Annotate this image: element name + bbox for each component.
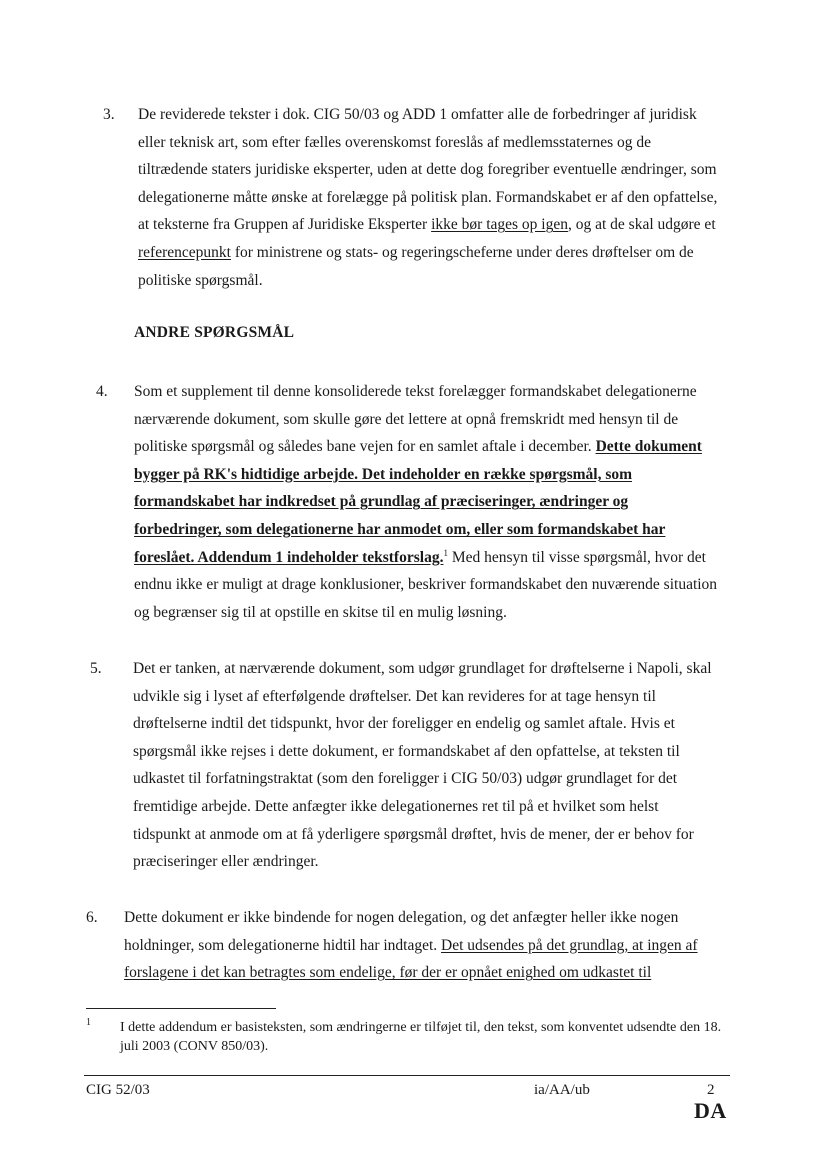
text-segment: eller teknisk art, som efter fælles overenskomst foreslås af medlemsstaternes og de xyxy=(138,133,652,151)
paragraph-number: 5. xyxy=(90,660,102,677)
text-line xyxy=(138,156,717,184)
emphasized-text: Det udsendes på det grundlag, at ingen af xyxy=(441,936,698,954)
text-segment: og begrænser sig til at opstille en skitse til en mulig løsning. xyxy=(134,603,507,621)
text-line xyxy=(138,211,717,239)
text-line xyxy=(134,461,717,489)
text-line xyxy=(133,821,712,849)
text-segment: Det er tanken, at nærværende dokument, som udgør grundlaget for drøftelserne i Napoli, skal xyxy=(133,660,712,677)
emphasized-text: forslagene i det kan betragtes som endelige, før der er opnået enighed om udkastet til xyxy=(124,964,652,982)
paragraph-text xyxy=(124,904,698,987)
text-line xyxy=(133,683,712,711)
emphasized-text: referencepunkt xyxy=(138,243,231,261)
footnote-mark: 1 xyxy=(86,1017,91,1028)
text-line xyxy=(138,239,717,267)
text-line xyxy=(134,488,717,516)
text-line xyxy=(133,710,712,738)
text-segment: udvikle sig i lyset af efterfølgende drøftelser. Det kan revideres for at tage hensyn til xyxy=(133,687,656,705)
text-line xyxy=(134,571,717,599)
text-line xyxy=(134,544,717,572)
text-line xyxy=(138,267,717,295)
footnote-separator xyxy=(86,1008,276,1009)
emphasized-text: forbedringer, som delegationerne har anmodet om, eller som formandskabet har xyxy=(134,520,666,538)
paragraph-number: 4. xyxy=(96,383,108,400)
text-line xyxy=(133,765,712,793)
text-segment: , og at de skal udgøre et xyxy=(567,216,716,234)
emphasized-text: formandskabet har indkredset på grundlag af præciseringer, ændringer og xyxy=(134,493,629,511)
footer-initials: ia/AA/ub xyxy=(534,1082,590,1098)
text-line xyxy=(124,904,698,932)
paragraph-text xyxy=(133,655,712,876)
text-segment: fremtidige arbejde. Dette anfægter ikke delegationernes ret til på et hvilket som helst xyxy=(133,797,659,815)
text-segment: tidspunkt at anmode om at få yderligere spørgsmål drøftet, hvis de mener, der er behov for xyxy=(133,825,694,843)
text-line xyxy=(134,378,717,406)
text-line xyxy=(134,599,717,627)
section-heading: ANDRE SPØRGSMÅL xyxy=(134,324,295,341)
text-segment: for ministrene og stats- og regeringscheferne under deres drøftelser om de xyxy=(230,243,694,261)
text-segment: udkastet til forfatningstraktat (som den foreligger i CIG 50/03) udgør grundlaget for det xyxy=(133,770,678,788)
text-segment: præciseringer eller ændringer. xyxy=(133,853,319,871)
text-segment: Dette dokument er ikke bindende for nogen delegation, og det anfægter heller ikke nogen xyxy=(124,909,679,926)
text-line xyxy=(138,101,717,129)
footnote-reference: 1 xyxy=(443,547,448,558)
text-segment: at teksterne fra Gruppen af Juridiske Eksperter xyxy=(138,216,432,234)
text-segment: Med hensyn til visse spørgsmål, hvor det xyxy=(447,548,706,566)
emphasized-text: ikke bør tages op igen xyxy=(431,216,568,234)
footer-doc-ref: CIG 52/03 xyxy=(86,1082,150,1098)
text-segment: De reviderede tekster i dok. CIG 50/03 og ADD 1 omfatter alle de forbedringer af juridisk xyxy=(138,106,697,123)
text-segment: nærværende dokument, som skulle gøre det lettere at opnå fremskridt med hensyn til de xyxy=(134,410,679,428)
text-line xyxy=(133,848,712,876)
text-line xyxy=(138,184,717,212)
text-segment: politiske spørgsmål og således bane vejen for en samlet aftale i december. xyxy=(134,438,596,456)
text-segment: endnu ikke er muligt at drage konklusioner, beskriver formandskabet den nuværende situation xyxy=(134,576,718,594)
text-line xyxy=(133,793,712,821)
text-line xyxy=(124,932,698,960)
emphasized-text: foreslået. Addendum 1 indeholder tekstforslag. xyxy=(134,548,444,566)
text-segment: spørgsmål ikke rejses i dette dokument, er formandskabet af den opfattelse, at teksten til xyxy=(133,742,680,760)
text-line xyxy=(133,738,712,766)
paragraph-text xyxy=(134,378,717,626)
text-segment: holdninger, som delegationerne hidtil har indtaget. xyxy=(124,936,442,954)
text-line xyxy=(134,516,717,544)
footnote-text: I dette addendum er basisteksten, som ændringerne er tilføjet til, den tekst, som konventet udsendte den 18. juli 2003 (CONV 850/03). xyxy=(120,1020,722,1054)
paragraph-number: 6. xyxy=(86,909,98,926)
text-segment: Som et supplement til denne konsoliderede tekst forelægger formandskabet delegationerne xyxy=(134,383,697,400)
text-line xyxy=(134,406,717,434)
text-line xyxy=(134,433,717,461)
paragraph-number: 3. xyxy=(103,106,115,123)
text-line xyxy=(138,129,717,157)
text-segment: tiltrædende staters juridiske eksperter, uden at dette dog foregriber eventuelle ændringer, som xyxy=(138,161,717,179)
text-line xyxy=(133,655,712,683)
footer-language-code: DA xyxy=(694,1098,727,1123)
text-segment: drøftelserne indtil det tidspunkt, hvor der foreligger en endelig og samlet aftale. Hvis et xyxy=(133,715,675,733)
emphasized-text: bygger på RK's hidtidige arbejde. Det indeholder en række spørgsmål, som xyxy=(134,465,633,483)
footer-page-number: 2 xyxy=(707,1082,715,1098)
text-line xyxy=(124,959,698,987)
paragraph-text xyxy=(138,101,717,294)
emphasized-text: Dette dokument xyxy=(595,438,702,456)
text-segment: politiske spørgsmål. xyxy=(138,271,263,289)
text-segment: delegationerne måtte ønske at forelægge på politisk plan. Formandskabet er af den opfattelse, xyxy=(138,188,718,206)
footer-separator xyxy=(84,1075,730,1076)
